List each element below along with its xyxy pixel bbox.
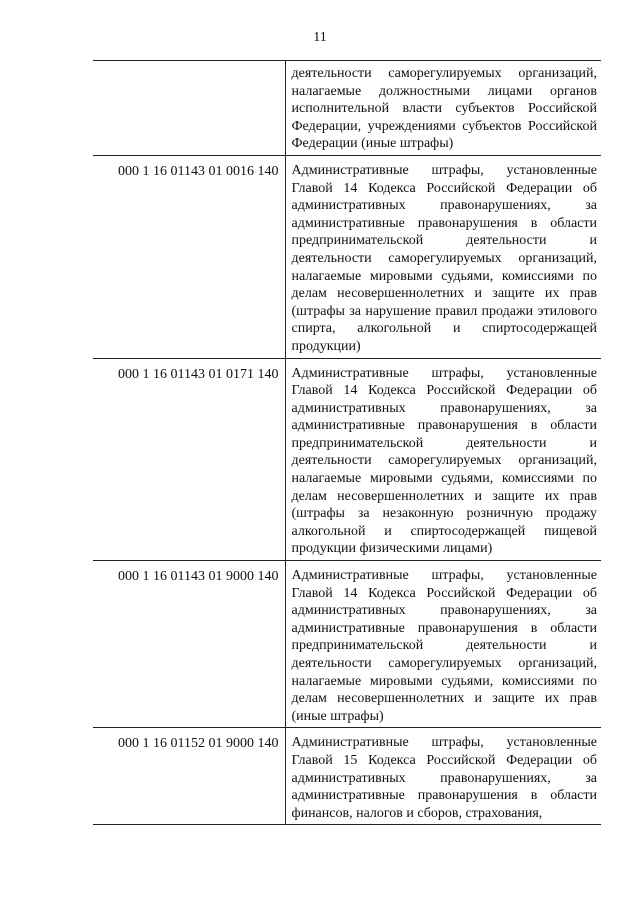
code-cell bbox=[93, 61, 285, 156]
budget-codes-table bbox=[93, 60, 601, 825]
table-row bbox=[93, 358, 601, 561]
table-row bbox=[93, 561, 601, 728]
description-cell: Административные штрафы, установленные Главой 14 Кодекса Российской Федерации об административных правонарушениях, за административные правонарушения в области предпринимательской деятельности и деятельности саморегулируемых организаций, налагаемые мировыми судьями, комиссиями по делам несовершеннолетних и защите их прав (иные штрафы) bbox=[285, 561, 601, 728]
description-cell: Административные штрафы, установленные Главой 14 Кодекса Российской Федерации об административных правонарушениях, за административные правонарушения в области предпринимательской деятельности и деятельности саморегулируемых организаций, налагаемые мировыми судьями, комиссиями по делам несовершеннолетних и защите их прав (штрафы за незаконную розничную продажу алкогольной и спиртосодержащей пищевой продукции физическими лицами) bbox=[285, 358, 601, 561]
description-cell: деятельности саморегулируемых организаций, налагаемые должностными лицами органов исполнительной власти субъектов Российской Федерации, учреждениями субъектов Российской Федерации (иные штрафы) bbox=[285, 61, 601, 156]
description-cell: Административные штрафы, установленные Главой 15 Кодекса Российской Федерации об административных правонарушениях, за административные правонарушения в области финансов, налогов и сборов, страхования, bbox=[285, 728, 601, 825]
code-cell: 000 1 16 01143 01 0171 140 bbox=[93, 358, 285, 561]
table-row bbox=[93, 61, 601, 156]
description-cell: Административные штрафы, установленные Главой 14 Кодекса Российской Федерации об административных правонарушениях, за административные правонарушения в области предпринимательской деятельности и деятельности саморегулируемых организаций, налагаемые мировыми судьями, комиссиями по делам несовершеннолетних и защите их прав (штрафы за нарушение правил продажи этилового спирта, алкогольной и спиртосодержащей продукции) bbox=[285, 155, 601, 358]
code-cell: 000 1 16 01143 01 9000 140 bbox=[93, 561, 285, 728]
table-row bbox=[93, 728, 601, 825]
table-row bbox=[93, 155, 601, 358]
page-number: 11 bbox=[313, 30, 327, 45]
code-cell: 000 1 16 01143 01 0016 140 bbox=[93, 155, 285, 358]
code-cell: 000 1 16 01152 01 9000 140 bbox=[93, 728, 285, 825]
